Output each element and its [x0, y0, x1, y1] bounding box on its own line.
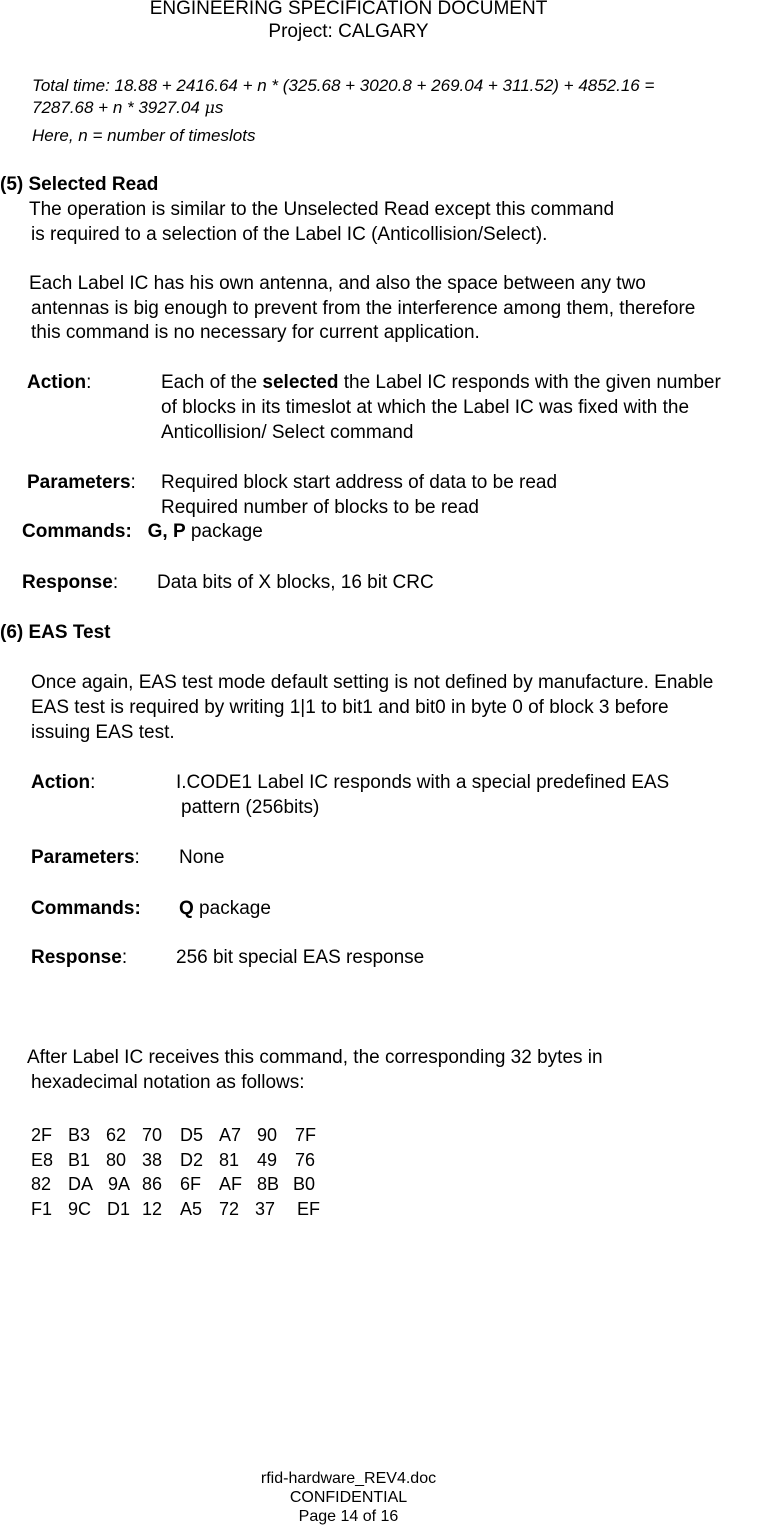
hex-byte: 12	[142, 1199, 163, 1219]
hex-byte: 8B	[257, 1174, 280, 1194]
hex-byte: 2F	[31, 1125, 53, 1145]
hex-byte: DA	[68, 1174, 94, 1194]
hex-byte: 86	[142, 1174, 163, 1194]
hex-byte: B3	[68, 1125, 91, 1145]
total-time-value: 7287.68 + n * 3927.04	[32, 98, 205, 117]
hex-byte: 9C	[68, 1199, 92, 1219]
section6-commands-value: Q	[179, 898, 194, 919]
section5-action-label: Action:	[27, 372, 92, 393]
project-name: Project: CALGARY	[268, 21, 429, 42]
after-para-line2: hexadecimal notation as follows:	[31, 1072, 305, 1093]
section6-response-value: 256 bit special EAS response	[176, 947, 425, 968]
total-time-line2	[32, 97, 223, 118]
timeslot-note: Here, n = number of timeslots	[32, 126, 256, 145]
section5-commands: Commands: G, P package	[22, 521, 263, 542]
hex-byte: 62	[106, 1125, 127, 1145]
footer-page-number: Page 14 of 16	[298, 1508, 399, 1525]
hex-byte: 70	[142, 1125, 163, 1145]
hex-byte: D5	[180, 1125, 204, 1145]
hex-byte: 90	[257, 1125, 278, 1145]
hex-byte: E8	[31, 1150, 54, 1170]
hex-byte: D1	[107, 1199, 131, 1219]
hex-byte: 81	[219, 1150, 240, 1170]
hex-byte: 38	[142, 1150, 163, 1170]
hex-byte: 72	[219, 1199, 240, 1219]
section5-para2-line1: Each Label IC has his own antenna, and also the space between any two	[29, 273, 646, 294]
footer-filename: rfid-hardware_REV4.doc	[260, 1470, 437, 1487]
section6-para-line3: issuing EAS test.	[31, 722, 175, 743]
selected-emphasis: selected	[262, 372, 339, 393]
total-time-line1: Total time: 18.88 + 2416.64 + n * (325.68 + 3020.8 + 269.04 + 311.52) + 4852.16 =	[32, 76, 655, 95]
section6-parameters-label: Parameters:	[31, 847, 140, 868]
section6-para-line2: EAS test is required by writing 1|1 to bit1 and bit0 in byte 0 of block 3 before	[31, 697, 669, 718]
section5-commands-value: G, P	[147, 521, 186, 542]
hex-byte: 49	[257, 1150, 278, 1170]
hex-byte: 82	[31, 1174, 52, 1194]
section5-action-line2: of blocks in its timeslot at which the Label IC was fixed with the	[161, 397, 690, 418]
hex-row	[31, 1149, 315, 1172]
document-title: ENGINEERING SPECIFICATION DOCUMENT	[149, 0, 548, 19]
hex-row	[31, 1124, 316, 1147]
hex-byte: F1	[31, 1199, 53, 1219]
hex-byte: 37	[255, 1199, 276, 1219]
hex-byte: A7	[219, 1125, 242, 1145]
section6-parameters-value: None	[179, 847, 225, 868]
section6-action-line2: pattern (256bits)	[181, 797, 320, 818]
hex-byte: D2	[180, 1150, 204, 1170]
section5-para1-line1: The operation is similar to the Unselected Read except this command	[29, 199, 615, 220]
section5-action-line1: Each of the selected the Label IC responds with the given number	[161, 372, 721, 393]
section6-commands-label: Commands:	[31, 898, 141, 919]
hex-byte: 9A	[108, 1174, 131, 1194]
after-para-line1: After Label IC receives this command, the corresponding 32 bytes in	[27, 1047, 603, 1068]
section5-heading: (5) Selected Read	[0, 174, 159, 195]
hex-byte: 76	[295, 1150, 316, 1170]
hex-byte: AF	[219, 1174, 243, 1194]
section5-param1: Required block start address of data to be read	[161, 472, 558, 493]
section5-para2-line3: this command is no necessary for current application.	[31, 322, 480, 343]
section5-response-value: Data bits of X blocks, 16 bit CRC	[157, 572, 434, 593]
section6-response-label: Response:	[31, 947, 128, 968]
section5-action-line3: Anticollision/ Select command	[161, 422, 414, 443]
footer-confidential: CONFIDENTIAL	[289, 1489, 408, 1506]
section6-action-line1: I.CODE1 Label IC responds with a special predefined EAS	[176, 772, 670, 793]
section6-para-line1: Once again, EAS test mode default setting is not defined by manufacture. Enable	[31, 672, 714, 693]
section5-para1-line2: is required to a selection of the Label IC (Anticollision/Select).	[31, 224, 548, 245]
section5-parameters-label: Parameters:	[27, 472, 136, 493]
hex-byte: A5	[180, 1199, 203, 1219]
seconds-unit: s	[214, 98, 224, 117]
section5-param2: Required number of blocks to be read	[161, 497, 479, 518]
section6-action-label: Action:	[31, 772, 96, 793]
hex-byte: B0	[293, 1174, 316, 1194]
hex-byte: 7F	[295, 1125, 317, 1145]
section5-response-label: Response:	[22, 572, 119, 593]
hex-row	[31, 1198, 320, 1221]
section6-commands: Q package	[179, 898, 271, 919]
hex-byte: 6F	[180, 1174, 202, 1194]
hex-byte: 80	[106, 1150, 127, 1170]
hex-row	[31, 1173, 315, 1196]
mu-symbol: μ	[204, 98, 215, 117]
hex-byte: B1	[68, 1150, 91, 1170]
section6-heading: (6) EAS Test	[0, 622, 111, 643]
section5-para2-line2: antennas is big enough to prevent from the interference among them, therefore	[31, 298, 696, 319]
hex-byte: EF	[297, 1199, 321, 1219]
